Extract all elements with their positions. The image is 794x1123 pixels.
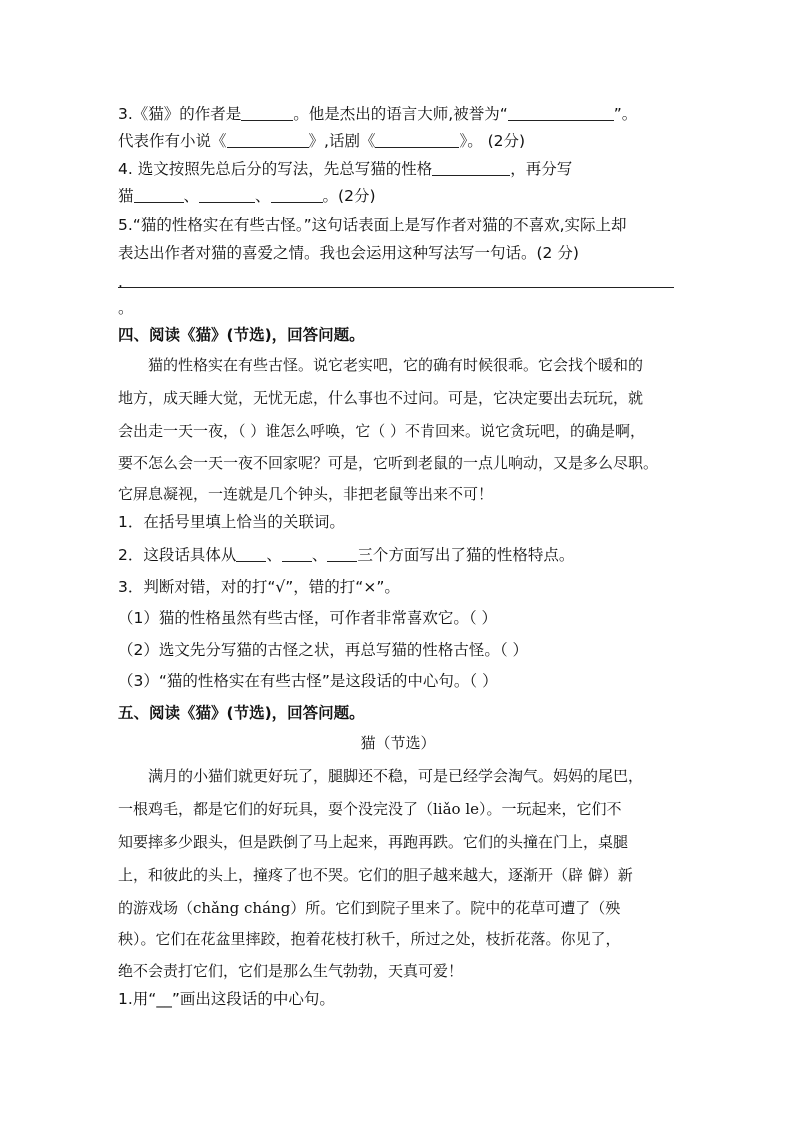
s4q2-blank-2[interactable]	[282, 546, 312, 562]
section4-q3-item-2[interactable]: （2）选文先分写猫的古怪之状，再总写猫的性格古怪。（ ）	[118, 641, 529, 659]
section4-q3: 3．判断对错，对的打“√”，错的打“×”。	[118, 578, 400, 596]
section5-passage-line-5: 的游戏场（chǎng cháng）所。它们到院子里来了。院中的花草可遭了（殃	[118, 899, 621, 917]
s4q2-blank-1[interactable]	[236, 546, 266, 562]
q4-sep-2: 、	[255, 187, 271, 205]
q3-works-text-c: 》。 (2分)	[459, 132, 526, 150]
answer-dot-top: .	[118, 273, 123, 291]
s4q2-text-a: 2．这段话具体从	[118, 546, 237, 564]
q4-text-c: 猫	[118, 187, 134, 205]
section5-passage-line-6: 秧）。它们在花盆里摔跤，抱着花枝打秋千，所过之处，枝折花落。你见了，	[118, 930, 621, 948]
author-blank[interactable]	[241, 105, 293, 121]
q4-text-b: ，再分写	[510, 160, 573, 178]
section4-passage-line-5: 它屏息凝视，一连就是几个钟头，非把老鼠等出来不可！	[118, 485, 494, 503]
q4-text-d: 。(2分)	[322, 187, 376, 205]
q3-text-c: ”。	[613, 105, 638, 123]
section5-title: 猫（节选）	[360, 734, 436, 752]
s4q2-text-d: 三个方面写出了猫的性格特点。	[357, 546, 575, 564]
section5-passage-line-4: 上，和彼此的头上，撞疼了也不哭。它们的胆子越来越大，逐渐开（辟 僻）新	[118, 866, 633, 884]
title-blank[interactable]	[508, 105, 614, 121]
q4-blank-2[interactable]	[199, 187, 255, 203]
q5-line1: 5.“猫的性格实在有些古怪。”这句话表面上是写作者对猫的不喜欢,实际上却	[118, 216, 627, 234]
q4-line1	[118, 159, 678, 179]
section4-heading: 四、阅读《猫》(节选)，回答问题。	[118, 326, 365, 344]
section5-heading: 五、阅读《猫》(节选)，回答问题。	[118, 704, 365, 722]
section4-q1: 1．在括号里填上恰当的关联词。	[118, 513, 345, 531]
section5-q1: 1.用“__”画出这段话的中心句。	[118, 990, 335, 1008]
q3-text-a: 3.《猫》的作者是	[118, 105, 242, 123]
section5-passage-line-7: 绝不会责打它们，它们是那么生气勃勃，天真可爱！	[118, 962, 464, 980]
section4-q3-item-1[interactable]: （1）猫的性格虽然有些古怪，可作者非常喜欢它。（ ）	[118, 609, 498, 627]
q4-text-a: 4. 选文按照先总后分的写法，先总写猫的性格	[118, 160, 433, 178]
section5-passage-line-1: 满月的小猫们就更好玩了，腿脚还不稳，可是已经学会淘气。妈妈的尾巴，	[148, 767, 644, 785]
q3-works-line	[118, 131, 678, 151]
q3-author-line	[118, 104, 678, 124]
section4-q2	[118, 545, 678, 565]
answer-line[interactable]	[118, 287, 674, 288]
section4-q3-item-3[interactable]: （3）“猫的性格实在有些古怪”是这段话的中心句。（ ）	[118, 672, 498, 690]
q3-works-text-a: 代表作有小说《	[118, 132, 227, 150]
character-blank[interactable]	[432, 160, 510, 176]
q4-sep-1: 、	[183, 187, 200, 205]
q3-text-b: 。他是杰出的语言大师,被誉为“	[293, 105, 508, 123]
section4-passage-line-4: 要不怎么会一天一夜不回家呢？可是，它听到老鼠的一点儿响动，又是多么尽职。	[118, 454, 659, 472]
novel-blank[interactable]	[227, 132, 309, 148]
section5-passage-line-2: 一根鸡毛，都是它们的好玩具，耍个没完没了（liǎo le）。一玩起来，它们不	[118, 800, 622, 818]
section4-passage-line-2: 地方，成天睡大觉，无忧无虑，什么事也不过问。可是，它决定要出去玩玩，就	[118, 389, 644, 407]
s4q2-sep-1: 、	[266, 546, 282, 564]
s4q2-blank-3[interactable]	[327, 546, 357, 562]
q5-line2: 表达出作者对猫的喜爱之情。我也会运用这种写法写一句话。(2 分)	[118, 244, 579, 262]
q4-blank-1[interactable]	[134, 187, 184, 203]
drama-blank[interactable]	[375, 132, 459, 148]
section5-passage-line-3: 知要摔多少跟头，但是跌倒了马上起来，再跑再跌。它们的头撞在门上，桌腿	[118, 833, 629, 851]
answer-dot-bottom: 。	[118, 299, 134, 317]
q4-blank-3[interactable]	[271, 187, 323, 203]
q4-line2	[118, 186, 678, 206]
q3-works-text-b: 》,话剧《	[308, 132, 376, 150]
section4-passage-line-1: 猫的性格实在有些古怪。说它老实吧，它的确有时候很乖。它会找个暖和的	[148, 356, 644, 374]
s4q2-sep-2: 、	[311, 546, 328, 564]
section4-passage-line-3: 会出走一天一夜，（ ）谁怎么呼唤，它（ ）不肯回来。说它贪玩吧，的确是啊，	[118, 422, 646, 440]
